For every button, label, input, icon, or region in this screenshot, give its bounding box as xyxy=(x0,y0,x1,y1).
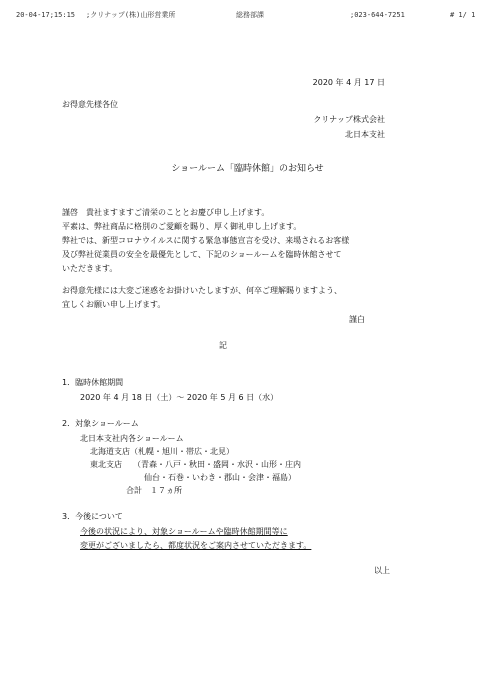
company-name: クリナップ株式会社 xyxy=(313,115,385,124)
hokkaido-branch: 北海道支店（札幌・旭川・帯広・北見） xyxy=(90,447,234,456)
section3-note: 今後の状況により、対象ショールームや臨時休館期間等に xyxy=(80,527,288,536)
body-line: 謹啓 貴社ますますご清栄のこととお慶び申し上げます。 xyxy=(62,208,270,217)
tohoku-branch-list: 仙台・石巻・いわき・郡山・会津・福島） xyxy=(144,473,296,482)
body-line: いただきます。 xyxy=(62,264,118,273)
section2-subtitle: 北日本支社内各ショールーム xyxy=(80,434,184,443)
tohoku-branch-list: （青森・八戸・秋田・盛岡・水沢・山形・庄内 xyxy=(133,460,301,469)
apology-paragraph xyxy=(62,287,402,315)
closing-word: 謹白 xyxy=(349,315,365,324)
fax-page-count: # 1/ 1 xyxy=(450,11,476,19)
body-line: 弊社では、新型コロナウイルスに関する緊急事態宣言を受け、来場されるお客様 xyxy=(62,236,350,245)
showroom-total: 合計 １７ヵ所 xyxy=(126,486,182,495)
tohoku-branch-label: 東北支店 xyxy=(90,460,122,469)
fax-sender: ;クリナップ(株)山形営業所 xyxy=(86,11,176,19)
ki-heading: 記 xyxy=(219,341,227,350)
document-date: 2020 年 4 月 17 日 xyxy=(312,78,385,87)
body-paragraph xyxy=(62,209,402,279)
section3-note: 変更がございましたら、都度状況をご案内させていただきます。 xyxy=(80,541,312,550)
fax-datetime: 20-04-17;15:15 xyxy=(16,11,76,19)
end-mark: 以上 xyxy=(374,566,390,575)
section3-heading: 3．今後について xyxy=(62,512,123,521)
recipient: お得意先様各位 xyxy=(62,100,118,109)
section1-period: 2020 年 4 月 18 日（土）～ 2020 年 5 月 6 日（水） xyxy=(80,393,279,402)
fax-number: ;023-644-7251 xyxy=(350,11,405,19)
apology-line: 宜しくお願い申し上げます。 xyxy=(62,300,166,309)
body-line: 平素は、弊社商品に格別のご愛顧を賜り、厚く御礼申し上げます。 xyxy=(62,222,302,231)
fax-department: 総務部課 xyxy=(236,11,264,19)
apology-line: お得意先様には大変ご迷惑をお掛けいたしますが、何卒ご理解賜りますよう、 xyxy=(62,286,342,295)
section2-heading: 2．対象ショールーム xyxy=(62,419,139,428)
branch-name: 北日本支社 xyxy=(345,130,385,139)
document-title: ショールーム「臨時休館」のお知らせ xyxy=(171,164,324,174)
section1-heading: 1．臨時休館期間 xyxy=(62,378,124,387)
body-line: 及び弊社従業員の安全を最優先として、下記のショールームを臨時休館させて xyxy=(62,250,342,259)
